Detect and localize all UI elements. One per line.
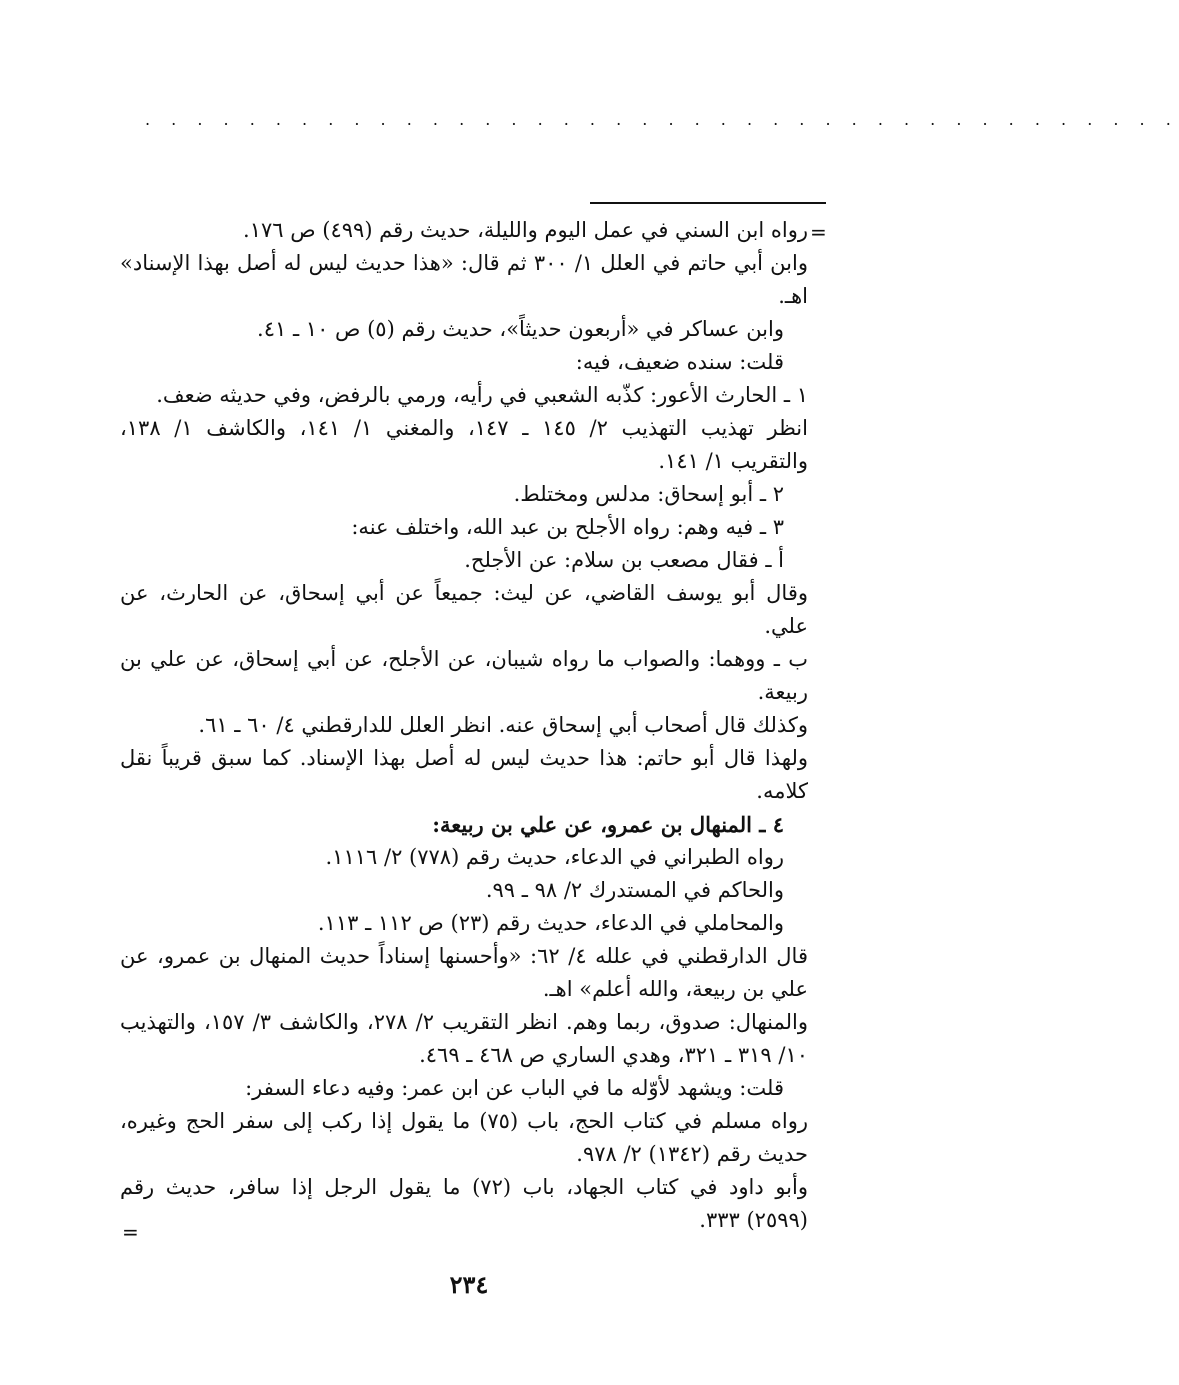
footnote-line: رواه ابن السني في عمل اليوم والليلة، حديث رقم (٤٩٩) ص ١٧٦. xyxy=(243,218,808,242)
footnote-line: والحاكم في المستدرك ٢/ ٩٨ ـ ٩٩. xyxy=(485,878,784,902)
separator-dots: . . . . . . . . . . . . . . . . . . . . . . . . . . . . . . . . . . . . . . . . xyxy=(145,110,1179,129)
footnote-text xyxy=(120,214,808,1237)
footnote-line: ٢ ـ أبو إسحاق: مدلس ومختلط. xyxy=(513,482,784,506)
footnote-line: قلت: سنده ضعيف، فيه: xyxy=(575,350,784,374)
footnote-line: ولهذا قال أبو حاتم: هذا حديث ليس له أصل بهذا الإسناد. كما سبق قريباً نقل كلامه. xyxy=(120,746,808,803)
footnote-line: ١ ـ الحارث الأعور: كذّبه الشعبي في رأيه، ورمي بالرفض، وفي حديثه ضعف. xyxy=(156,383,808,407)
footnote-line: وقال أبو يوسف القاضي، عن ليث: جميعاً عن أبي إسحاق، عن الحارث، عن علي. xyxy=(120,581,808,638)
footnote-line: والمحاملي في الدعاء، حديث رقم (٢٣) ص ١١٢ ـ ١١٣. xyxy=(317,911,784,935)
footnote-line: رواه مسلم في كتاب الحج، باب (٧٥) ما يقول إذا ركب إلى سفر الحج وغيره، حديث رقم (١٣٤٢) ٢/ ٩٧٨. xyxy=(120,1109,808,1166)
footnote-line: ب ـ ووهما: والصواب ما رواه شيبان، عن الأجلح، عن أبي إسحاق، عن علي بن ربيعة. xyxy=(120,647,808,704)
footnote-rule xyxy=(590,202,826,204)
footnote-line: قلت: ويشهد لأوّله ما في الباب عن ابن عمر: وفيه دعاء السفر: xyxy=(245,1076,784,1100)
footnote-line: ٤ ـ المنهال بن عمرو، عن علي بن ربيعة: xyxy=(432,812,784,837)
footnote-line: وابن عساكر في «أربعون حديثاً»، حديث رقم (٥) ص ١٠ ـ ٤١. xyxy=(257,317,784,341)
continuation-mark-top: = xyxy=(810,220,827,244)
footnote-line: وكذلك قال أصحاب أبي إسحاق عنه. انظر العلل للدارقطني ٤/ ٦٠ ـ ٦١. xyxy=(198,713,808,737)
footnote-line: والمنهال: صدوق، ربما وهم. انظر التقريب ٢/ ٢٧٨، والكاشف ٣/ ١٥٧، والتهذيب ١٠/ ٣١٩ ـ ٣٢١، وهدي الساري ص ٤٦٨ ـ ٤٦٩. xyxy=(120,1010,808,1067)
continuation-mark-bottom: = xyxy=(122,1220,139,1244)
footnote-line: وأبو داود في كتاب الجهاد، باب (٧٢) ما يقول الرجل إذا سافر، حديث رقم (٢٥٩٩) ٣٣٣. xyxy=(120,1175,808,1232)
footnote-line: رواه الطبراني في الدعاء، حديث رقم (٧٧٨) ٢/ ١١١٦. xyxy=(325,845,784,869)
page-number: ٢٣٤ xyxy=(449,1270,489,1299)
footnote-line: قال الدارقطني في علله ٤/ ٦٢: «وأحسنها إسناداً حديث المنهال بن عمرو، عن علي بن ربيعة، والله أعلم» اهـ. xyxy=(120,944,808,1001)
footnote-line: ٣ ـ فيه وهم: رواه الأجلح بن عبد الله، واختلف عنه: xyxy=(351,515,784,539)
footnote-line: وابن أبي حاتم في العلل ١/ ٣٠٠ ثم قال: «هذا حديث ليس له أصل بهذا الإسناد» اهـ. xyxy=(120,251,808,308)
footnote-line: أ ـ فقال مصعب بن سلام: عن الأجلح. xyxy=(464,548,784,572)
footnote-line: انظر تهذيب التهذيب ٢/ ١٤٥ ـ ١٤٧، والمغني ١/ ١٤١، والكاشف ١/ ١٣٨، والتقريب ١/ ١٤١. xyxy=(120,416,808,473)
